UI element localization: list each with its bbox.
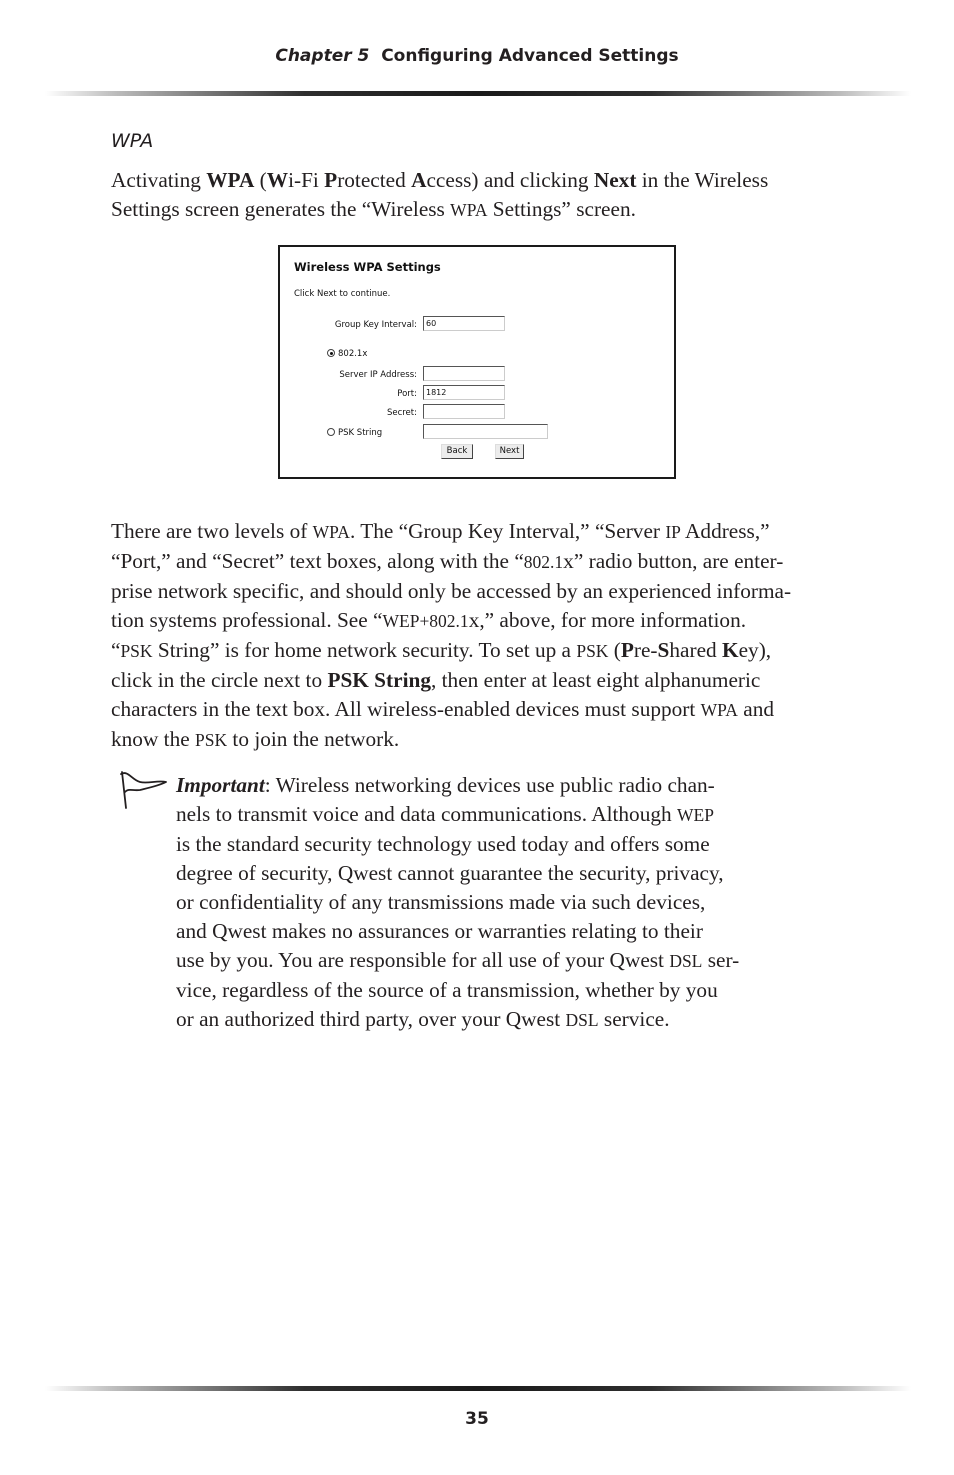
server-ip-label: Server IP Address: (339, 370, 417, 380)
back-button[interactable]: Back (441, 444, 473, 459)
body-paragraph: There are two levels of WPA. The “Group Key Interval,” “Server IP Address,” “Port,” and “Secret” text boxes, along with the “802.1x” radio button, are enter- prise network specific, and should only be accessed by an experienced informa- tion systems professional. See “WEP+802.1x,” above, for more information. “PSK String” is for home network security. To set up a PSK (Pre-Shared Key), click in the circle next to PSK String, then enter at least eight alphanumeric characters in the text box. All wireless-enabled devices must support WPA and know the PSK to join the network. (111, 519, 792, 751)
footer-rule (45, 1386, 911, 1391)
next-button[interactable]: Next (495, 444, 524, 459)
chapter-title: Configuring Advanced Settings (381, 46, 679, 66)
port-label: Port: (397, 389, 417, 399)
important-note: Important: Wireless networking devices use public radio chan- nels to transmit voice and data communications. Although WEP is the standard security technology used today and offers some degree of security, Qwest cannot guarantee the security, privacy, or confidentiality of any transmissions made via such devices, and Qwest makes no assurances or warranties relating to their use by you. You are responsible for all use of your Qwest DSL ser- vice, regardless of the source of a transmission, whether by you or an authorized third party, over your Qwest DSL service. (176, 773, 740, 1031)
page-number: 35 (465, 1409, 489, 1429)
intro-paragraph: Activating WPA (Wi-Fi Protected Access) and clicking Next in the Wireless Settings screen generates the “Wireless WPA Settings” screen. (111, 168, 769, 221)
radio-8021x[interactable] (327, 349, 335, 357)
psk-string-input[interactable] (423, 424, 548, 439)
flag-note-icon (118, 768, 170, 812)
wpa-settings-screenshot (278, 245, 676, 479)
secret-input[interactable] (423, 404, 505, 419)
server-ip-input[interactable] (423, 366, 505, 381)
secret-label: Secret: (386, 408, 417, 418)
chapter-label: Chapter 5 (275, 46, 370, 66)
screenshot-title: Wireless WPA Settings (294, 260, 441, 274)
important-label: Important (176, 773, 265, 797)
running-header (0, 46, 954, 66)
group-key-input[interactable]: 60 (423, 316, 505, 331)
screenshot-instruction: Click Next to continue. (294, 289, 391, 299)
radio-8021x-label: 802.1x (338, 349, 368, 359)
section-title: WPA (111, 130, 154, 152)
port-input[interactable]: 1812 (423, 385, 505, 400)
radio-psk-string[interactable] (327, 428, 335, 436)
group-key-label: Group Key Interval: (334, 320, 417, 330)
radio-psk-label: PSK String (338, 428, 383, 438)
header-rule (45, 91, 911, 96)
